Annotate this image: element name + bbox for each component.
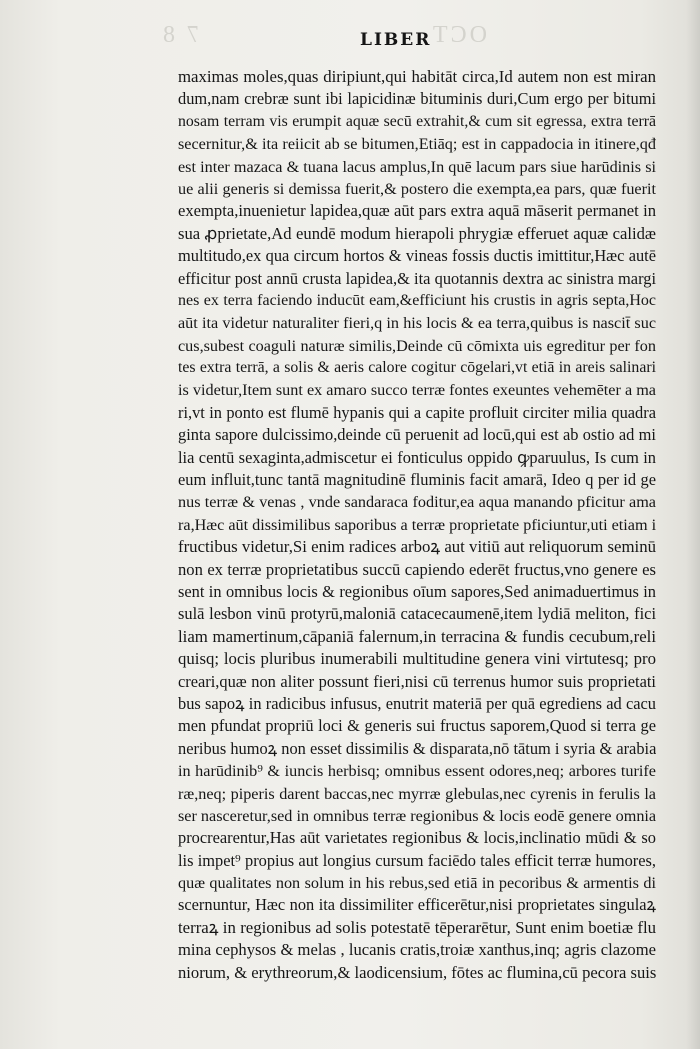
text-line: efficitur post annū crusta lapidea,& ita quotannis dextra ac sinistra margi (178, 268, 656, 288)
text-line: terraꝝ in regionibus ad solis potestatē tēperarētur, Sunt enim boetiæ flu (178, 917, 656, 937)
text-line: fructibus videtur,Si enim radices arboꝝ aut vitiū aut reliquorum seminū (178, 537, 656, 557)
text-line: dum,nam crebræ sunt ibi lapicidinæ bituminis duri,Cum ergo per bitumi (178, 89, 656, 109)
text-line: cus,subest coaguli naturæ similis,Deinde cū cōmixta uis egreditur per fon (178, 336, 656, 355)
text-line: is videtur,Item sunt ex amaro succo terræ fontes exeuntes vehemēter a ma (178, 381, 656, 400)
text-line: nus terræ & venas , vnde sandaraca foditur,ea aqua manando pficitur ama (178, 493, 656, 512)
text-line: quisq; locis pluribus inumerabili multitudine genera vini virtutesq; pro (178, 649, 656, 669)
page-edge-shadow (686, 0, 700, 1049)
bleed-through-folio: 7 8 (160, 22, 199, 48)
text-line: secernitur,& ita reiicit ab se bitumen,Etiāq; est in cappadocia in itinere,qđ (178, 135, 656, 154)
text-line: procrearentur,Has aūt varietates regionibus & locis,inclinatio mūdi & so (178, 828, 656, 848)
text-line: in harūdinib⁹ & iuncis herbisq; omnibus essent odores,neq; arbores turife (178, 762, 656, 781)
text-line: lia centū sexaginta,admiscetur ei fonticulus oppido ꝙparuulus, Is cum in (178, 447, 656, 467)
text-line: lis impet⁹ propius aut longius cursum faciēdo tales efficit terræ humores, (178, 850, 656, 870)
text-line: quæ qualitates non solum in his rebus,sed etiā in pecoribus & armentis di (178, 874, 656, 893)
text-line: ra,Hæc aūt dissimilibus saporibus a terræ proprietate pficiuntur,uti etiam i (178, 515, 656, 534)
text-line: non ex terræ proprietatibus succū capiendo ederēt fructus,vno genere es (178, 559, 656, 579)
text-line: maximas moles,quas diripiunt,qui habitāt circa,Id autem non est miran (178, 67, 656, 86)
text-line: ri,vt in ponto est flumē hypanis qui a capite profluit circiter milia quadra (178, 402, 656, 422)
text-line: neribus humoꝝ non esset dissimilis & disparata,nō tātum i syria & arabia (178, 738, 656, 758)
text-block (178, 66, 656, 984)
text-line: ser nasceretur,sed in omnibus terræ regionibus & locis eodē genere omnia (178, 806, 656, 825)
text-line: sua ꝓprietate,Ad eundē modum hierapoli phrygiæ efferuet aquæ calidæ (178, 223, 656, 243)
text-line: sulā lesbon vinū protyrū,maloniā catacecaumenē,item lydiā meliton, fici (178, 604, 656, 624)
text-line: ue alii generis si demissa fuerit,& postero die exempta,ea pars, quæ fuerit (178, 179, 656, 198)
text-line: nosam terram vis erumpit aquæ secū extrahit,& cum sit egressa, extra terrā (178, 112, 656, 130)
text-line: ræ,neq; piperis darent baccas,nec myrræ glebulas,nec cyrenis in ferulis la (178, 784, 656, 803)
text-line: tes extra terrā, a solis & aeris calore cogitur cōgelari,vt etiā in areis salinari (178, 359, 656, 377)
text-line: sent in omnibus locis & regionibus oīum sapores,Sed animaduertimus in (178, 581, 656, 601)
text-line: bus sapoꝝ in radicibus infusus, enutrit materiā per quā egrediens ad cacu (178, 693, 656, 713)
bleed-through-heading: OCT (430, 22, 487, 48)
text-line: liam mamertinum,cāpaniā falernum,in terracina & fundis cecubum,reli (178, 626, 656, 646)
text-line: mina cephysos & melas , lucanis cratis,troiæ xanthus,inq; agris clazome (178, 940, 656, 960)
text-line: est inter mazaca & tuana lacus amplus,In quē lacum pars siue harūdinis si (178, 157, 656, 176)
text-line: creari,quæ non aliter possunt fieri,nisi cū terrenus humor suis proprietati (178, 671, 656, 691)
text-line: niorum, & erythreorum,& laodicensium, fōtes ac flumina,cū pecora suis (178, 962, 656, 982)
text-line: eum influit,tunc tantā magnitudinē fluminis facit amarā, Ideo q per id ge (178, 470, 656, 490)
text-line: ginta sapore dulcissimo,deinde cū peruenit ad locū,qui est ab ostio ad mi (178, 425, 656, 445)
text-line: aūt ita videtur naturaliter fieri,q in his locis & ea terra,quibus is nascit̄ suc (178, 314, 656, 333)
text-line: multitudo,ex qua circum hortos & vineas fossis ductis imittitur,Hæc autē (178, 246, 656, 266)
running-head: LIBER (360, 30, 432, 50)
text-line: exempta,inuenietur lapidea,quæ aūt pars extra aquā māserit permanet in (178, 201, 656, 221)
text-line: men pfundat propriū loci & generis sui fructus saporem,Quod si terra ge (178, 716, 656, 736)
text-line: nes ex terra faciendo inducūt eam,&efficiunt his crustis in agris septa,Hoc (178, 291, 656, 309)
text-line: scernuntur, Hæc non ita dissimiliter efficerētur,nisi proprietates singulaꝝ (178, 895, 656, 915)
